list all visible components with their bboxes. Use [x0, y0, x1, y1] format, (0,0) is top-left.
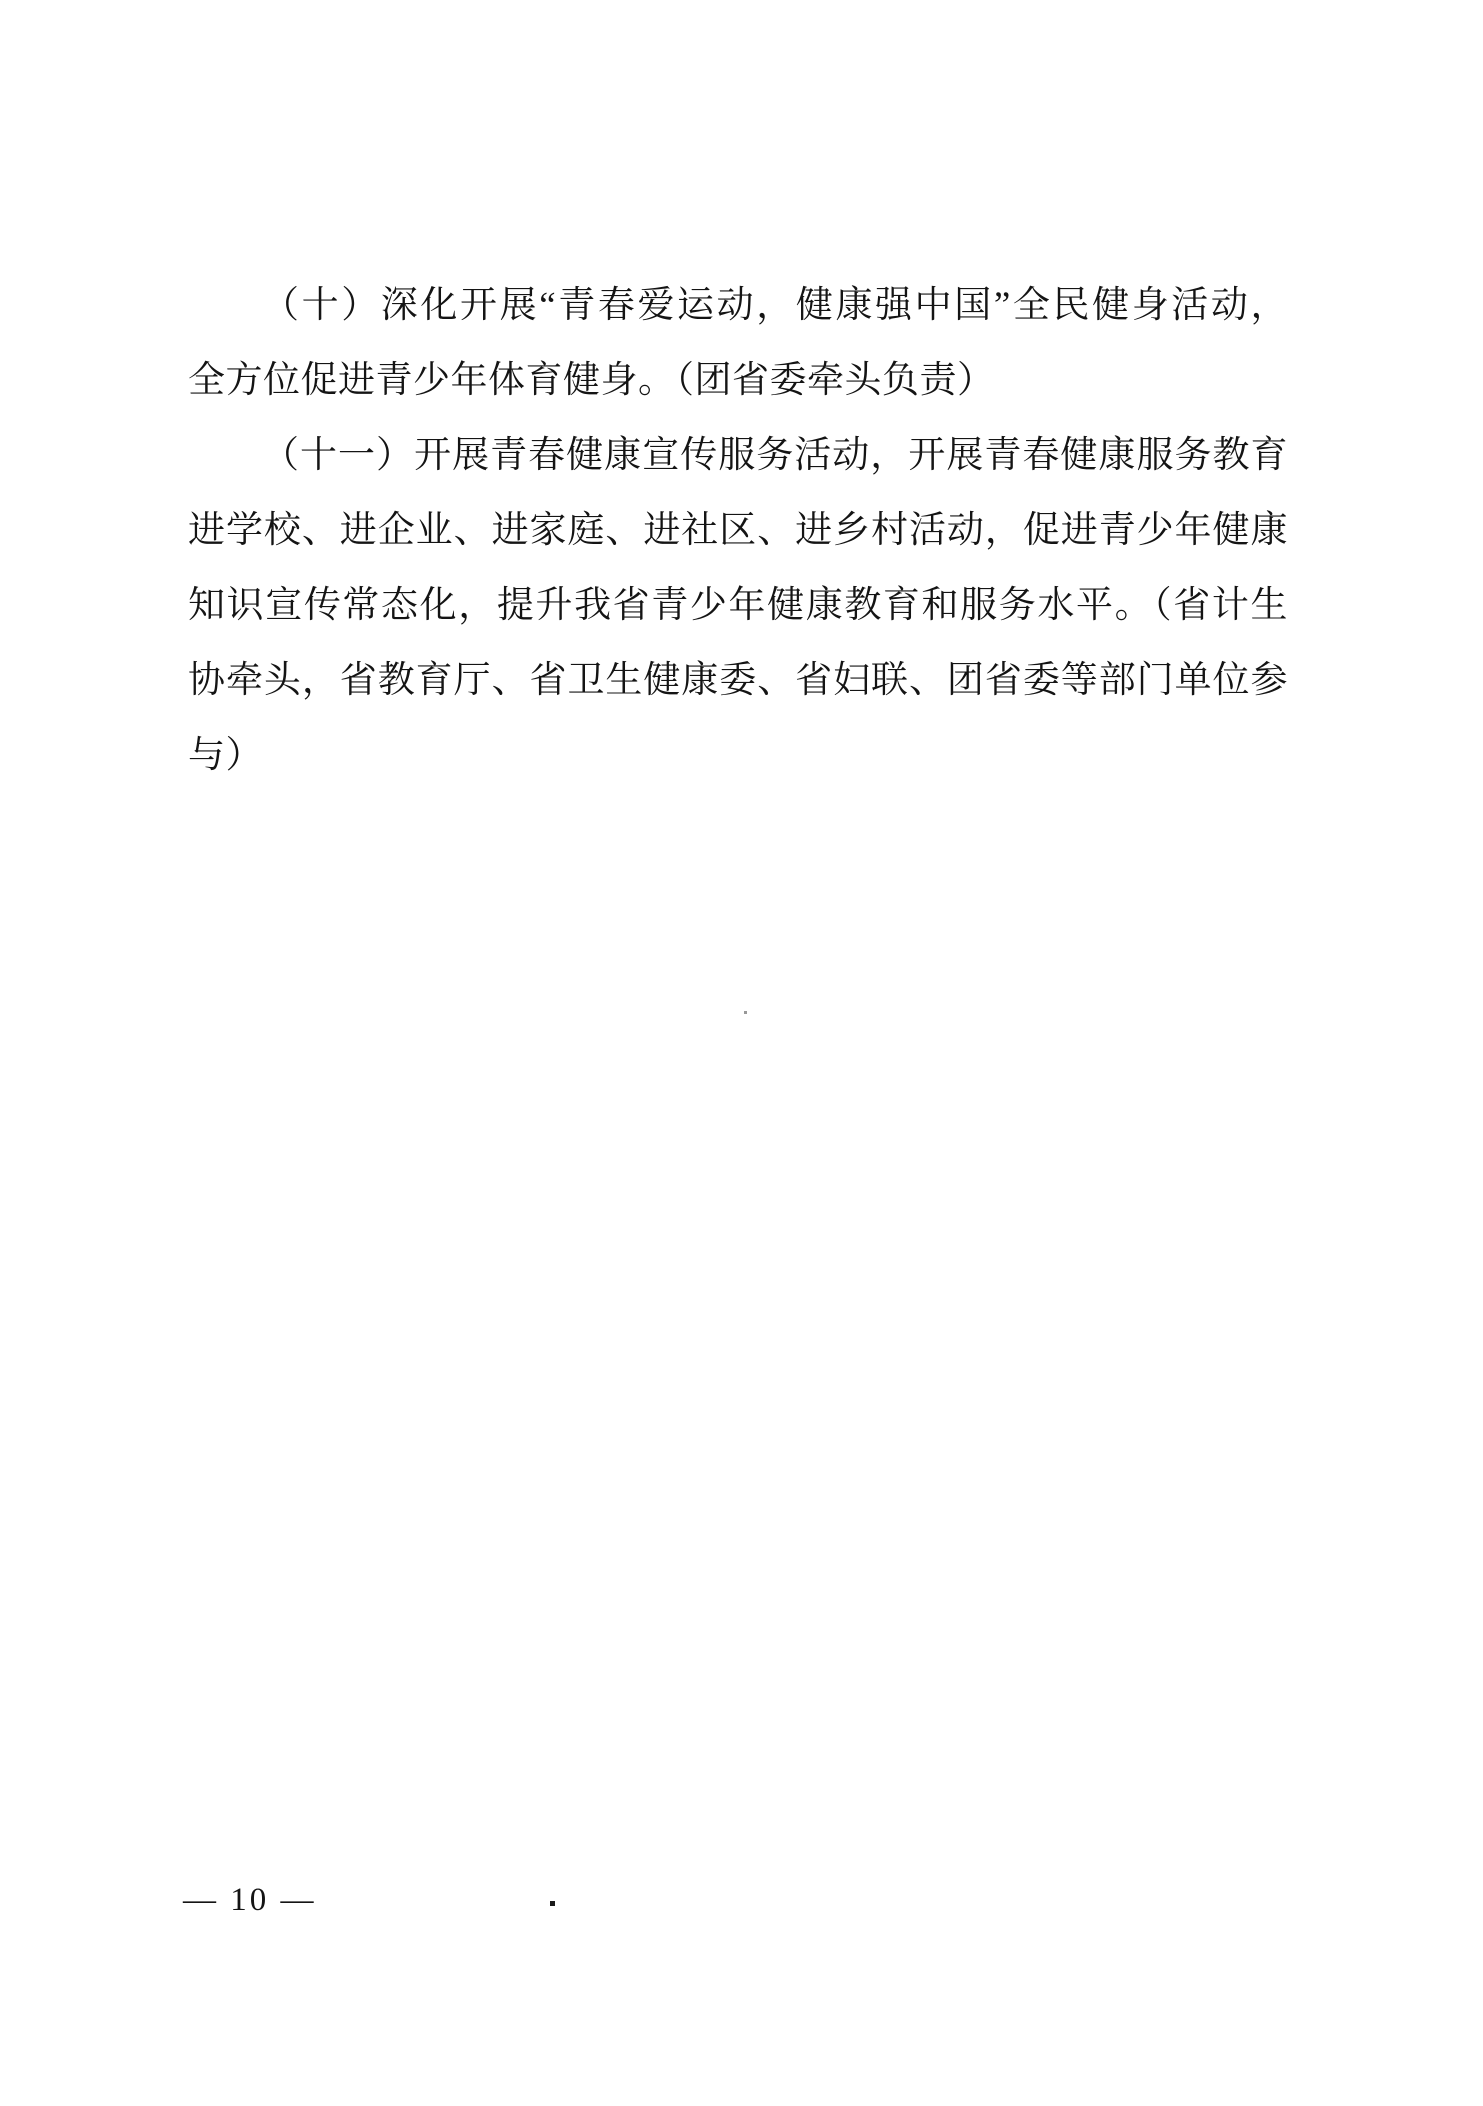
scan-speck [744, 1011, 747, 1014]
paragraph-10-line-1: （十）深化开展“青春爱运动，健康强中国”全民健身活动， [262, 285, 1288, 326]
paragraph-11-line-5: 与） [188, 735, 263, 776]
paragraph-11-line-2: 进学校、进企业、进家庭、进社区、进乡村活动，促进青少年健康 [188, 510, 1288, 551]
paragraph-11-line-3: 知识宣传常态化，提升我省青少年健康教育和服务水平。（省计生 [188, 585, 1288, 626]
paragraph-10-line-2: 全方位促进青少年体育健身。（团省委牵头负责） [188, 360, 995, 401]
page-footer [183, 1876, 317, 1924]
page-number: — 10 — [183, 1882, 317, 1918]
document-body [188, 268, 1288, 793]
paragraph-11-line-1: （十一）开展青春健康宣传服务活动，开展青春健康服务教育 [262, 435, 1288, 476]
paragraph-11-line-4: 协牵头，省教育厅、省卫生健康委、省妇联、团省委等部门单位参 [188, 660, 1288, 701]
scan-speck [550, 1901, 555, 1906]
